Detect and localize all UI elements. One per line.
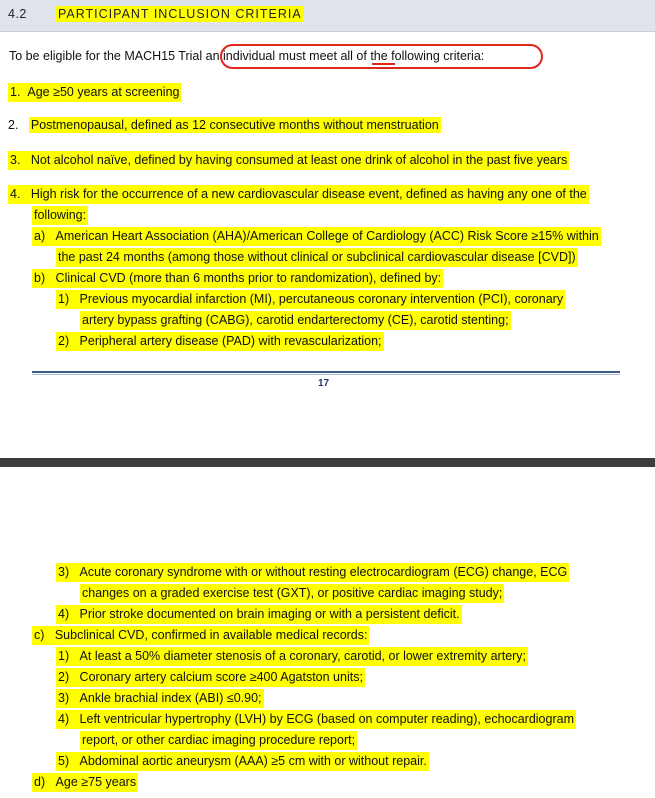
criterion-4c5: 5) Abdominal aortic aneurysm (AAA) ≥5 cm with or without repair. [56,752,429,771]
criterion-4c1: 1) At least a 50% diameter stenosis of a coronary, carotid, or lower extremity artery; [56,647,528,666]
criterion-4a-line1: a) American Heart Association (AHA)/American College of Cardiology (ACC) Risk Score ≥15% within [32,227,601,246]
page-break-divider [0,458,655,467]
criterion-4b3-line2: changes on a graded exercise test (GXT), or positive cardiac imaging study; [80,584,504,603]
red-underline-annotation [372,63,395,65]
criterion-4b2: 2) Peripheral artery disease (PAD) with revascularization; [56,332,384,351]
page-number: 17 [318,378,330,389]
footer-rule [32,371,620,373]
criterion-4b4: 4) Prior stroke documented on brain imaging or with a persistent deficit. [56,605,462,624]
intro-all: all [340,49,353,63]
criterion-4b: b) Clinical CVD (more than 6 months prior to randomization), defined by: [32,269,443,288]
section-title: PARTICIPANT INCLUSION CRITERIA [58,7,302,21]
criterion-4c: c) Subclinical CVD, confirmed in available medical records: [32,626,369,645]
criterion-4c4-line2: report, or other cardiac imaging procedure report; [80,731,357,750]
criterion-4c2: 2) Coronary artery calcium score ≥400 Agatston units; [56,668,365,687]
criterion-3: 3. Not alcohol naïve, defined by having consumed at least one drink of alcohol in the past five years [8,151,569,170]
criterion-4-line1: 4. High risk for the occurrence of a new cardiovascular disease event, defined as having any one of the [8,185,589,204]
criterion-4c4-line1: 4) Left ventricular hypertrophy (LVH) by ECG (based on computer reading), echocardiogram [56,710,576,729]
footer-rule-shadow [32,374,620,375]
criterion-4d: d) Age ≥75 years [32,773,138,792]
criterion-4c3: 3) Ankle brachial index (ABI) ≤0.90; [56,689,264,708]
criterion-2: 2. Postmenopausal, defined as 12 consecutive months without menstruation [8,118,439,132]
intro-before: To be eligible for the MACH15 Trial [9,49,203,63]
section-number: 4.2 [8,7,27,21]
criterion-4a-line2: the past 24 months (among those without clinical or subclinical cardiovascular disease [CVD]) [56,248,578,267]
criterion-4b1-line1: 1) Previous myocardial infarction (MI), percutaneous coronary intervention (PCI), coronary [56,290,565,309]
intro-circled-suffix: of the following criteria: [352,49,485,63]
intro-circled-prefix: an individual must meet [205,49,341,63]
section-header [0,0,655,32]
criterion-4b3-line1: 3) Acute coronary syndrome with or without resting electrocardiogram (ECG) change, ECG [56,563,569,582]
criterion-4b1-line2: artery bypass grafting (CABG), carotid endarterectomy (CE), carotid stenting; [80,311,511,330]
criterion-1: 1. Age ≥50 years at screening [8,83,181,102]
red-circle-annotation [220,44,543,69]
criterion-4-line2: following: [32,206,88,225]
